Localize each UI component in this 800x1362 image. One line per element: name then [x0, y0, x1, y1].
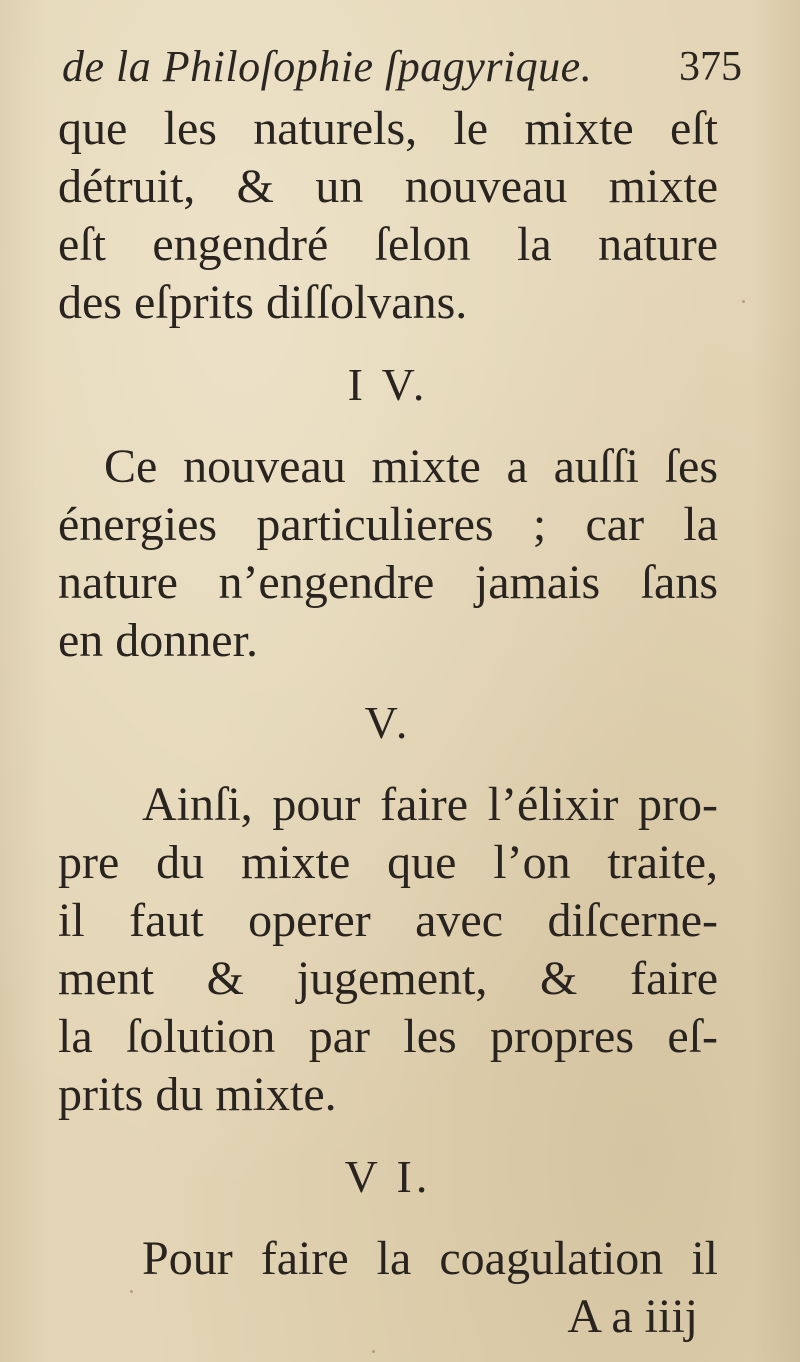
text-line: pre du mixte que l’on traite, [58, 836, 718, 889]
text-line: Ainſi, pour faire l’élixir pro- [142, 778, 718, 831]
text-line: il faut operer avec diſcerne- [58, 894, 718, 947]
paragraph-1 [58, 100, 718, 332]
text-line: des eſprits diſſolvans. [58, 276, 468, 329]
paper-speck [130, 1290, 133, 1293]
text-line: que les naturels, le mixte eſt [58, 102, 718, 155]
signature-mark: A a iiij [567, 1290, 698, 1343]
running-head [62, 38, 742, 98]
section-heading-4: I V. [347, 359, 429, 410]
text-line: détruit, & un nouveau mixte [58, 160, 718, 213]
text-line: en donner. [58, 614, 258, 667]
text-line: ment & jugement, & faire [58, 952, 718, 1005]
text-line: prits du mixte. [58, 1068, 337, 1121]
paragraph-section-5 [58, 776, 718, 1124]
paragraph-section-6 [58, 1230, 718, 1288]
text-line: Ce nouveau mixte a auſſi ſes [104, 440, 718, 493]
section-heading-6: V I. [344, 1151, 432, 1202]
paper-speck [372, 1350, 375, 1353]
running-title: de la Philoſophie ſpagyrique. [62, 42, 593, 91]
paragraph-section-4 [58, 438, 718, 670]
text-line: la ſolution par les propres eſ- [58, 1010, 718, 1063]
text-line: eſt engendré ſelon la nature [58, 218, 718, 271]
section-heading-5: V. [364, 697, 412, 748]
text-line: Pour faire la coagulation il [142, 1232, 718, 1285]
paper-speck [742, 300, 745, 303]
page-number: 375 [679, 44, 742, 90]
body-text [58, 100, 718, 1346]
text-line: nature n’engendre jamais ſans [58, 556, 718, 609]
text-line: énergies particulieres ; car la [58, 498, 718, 551]
